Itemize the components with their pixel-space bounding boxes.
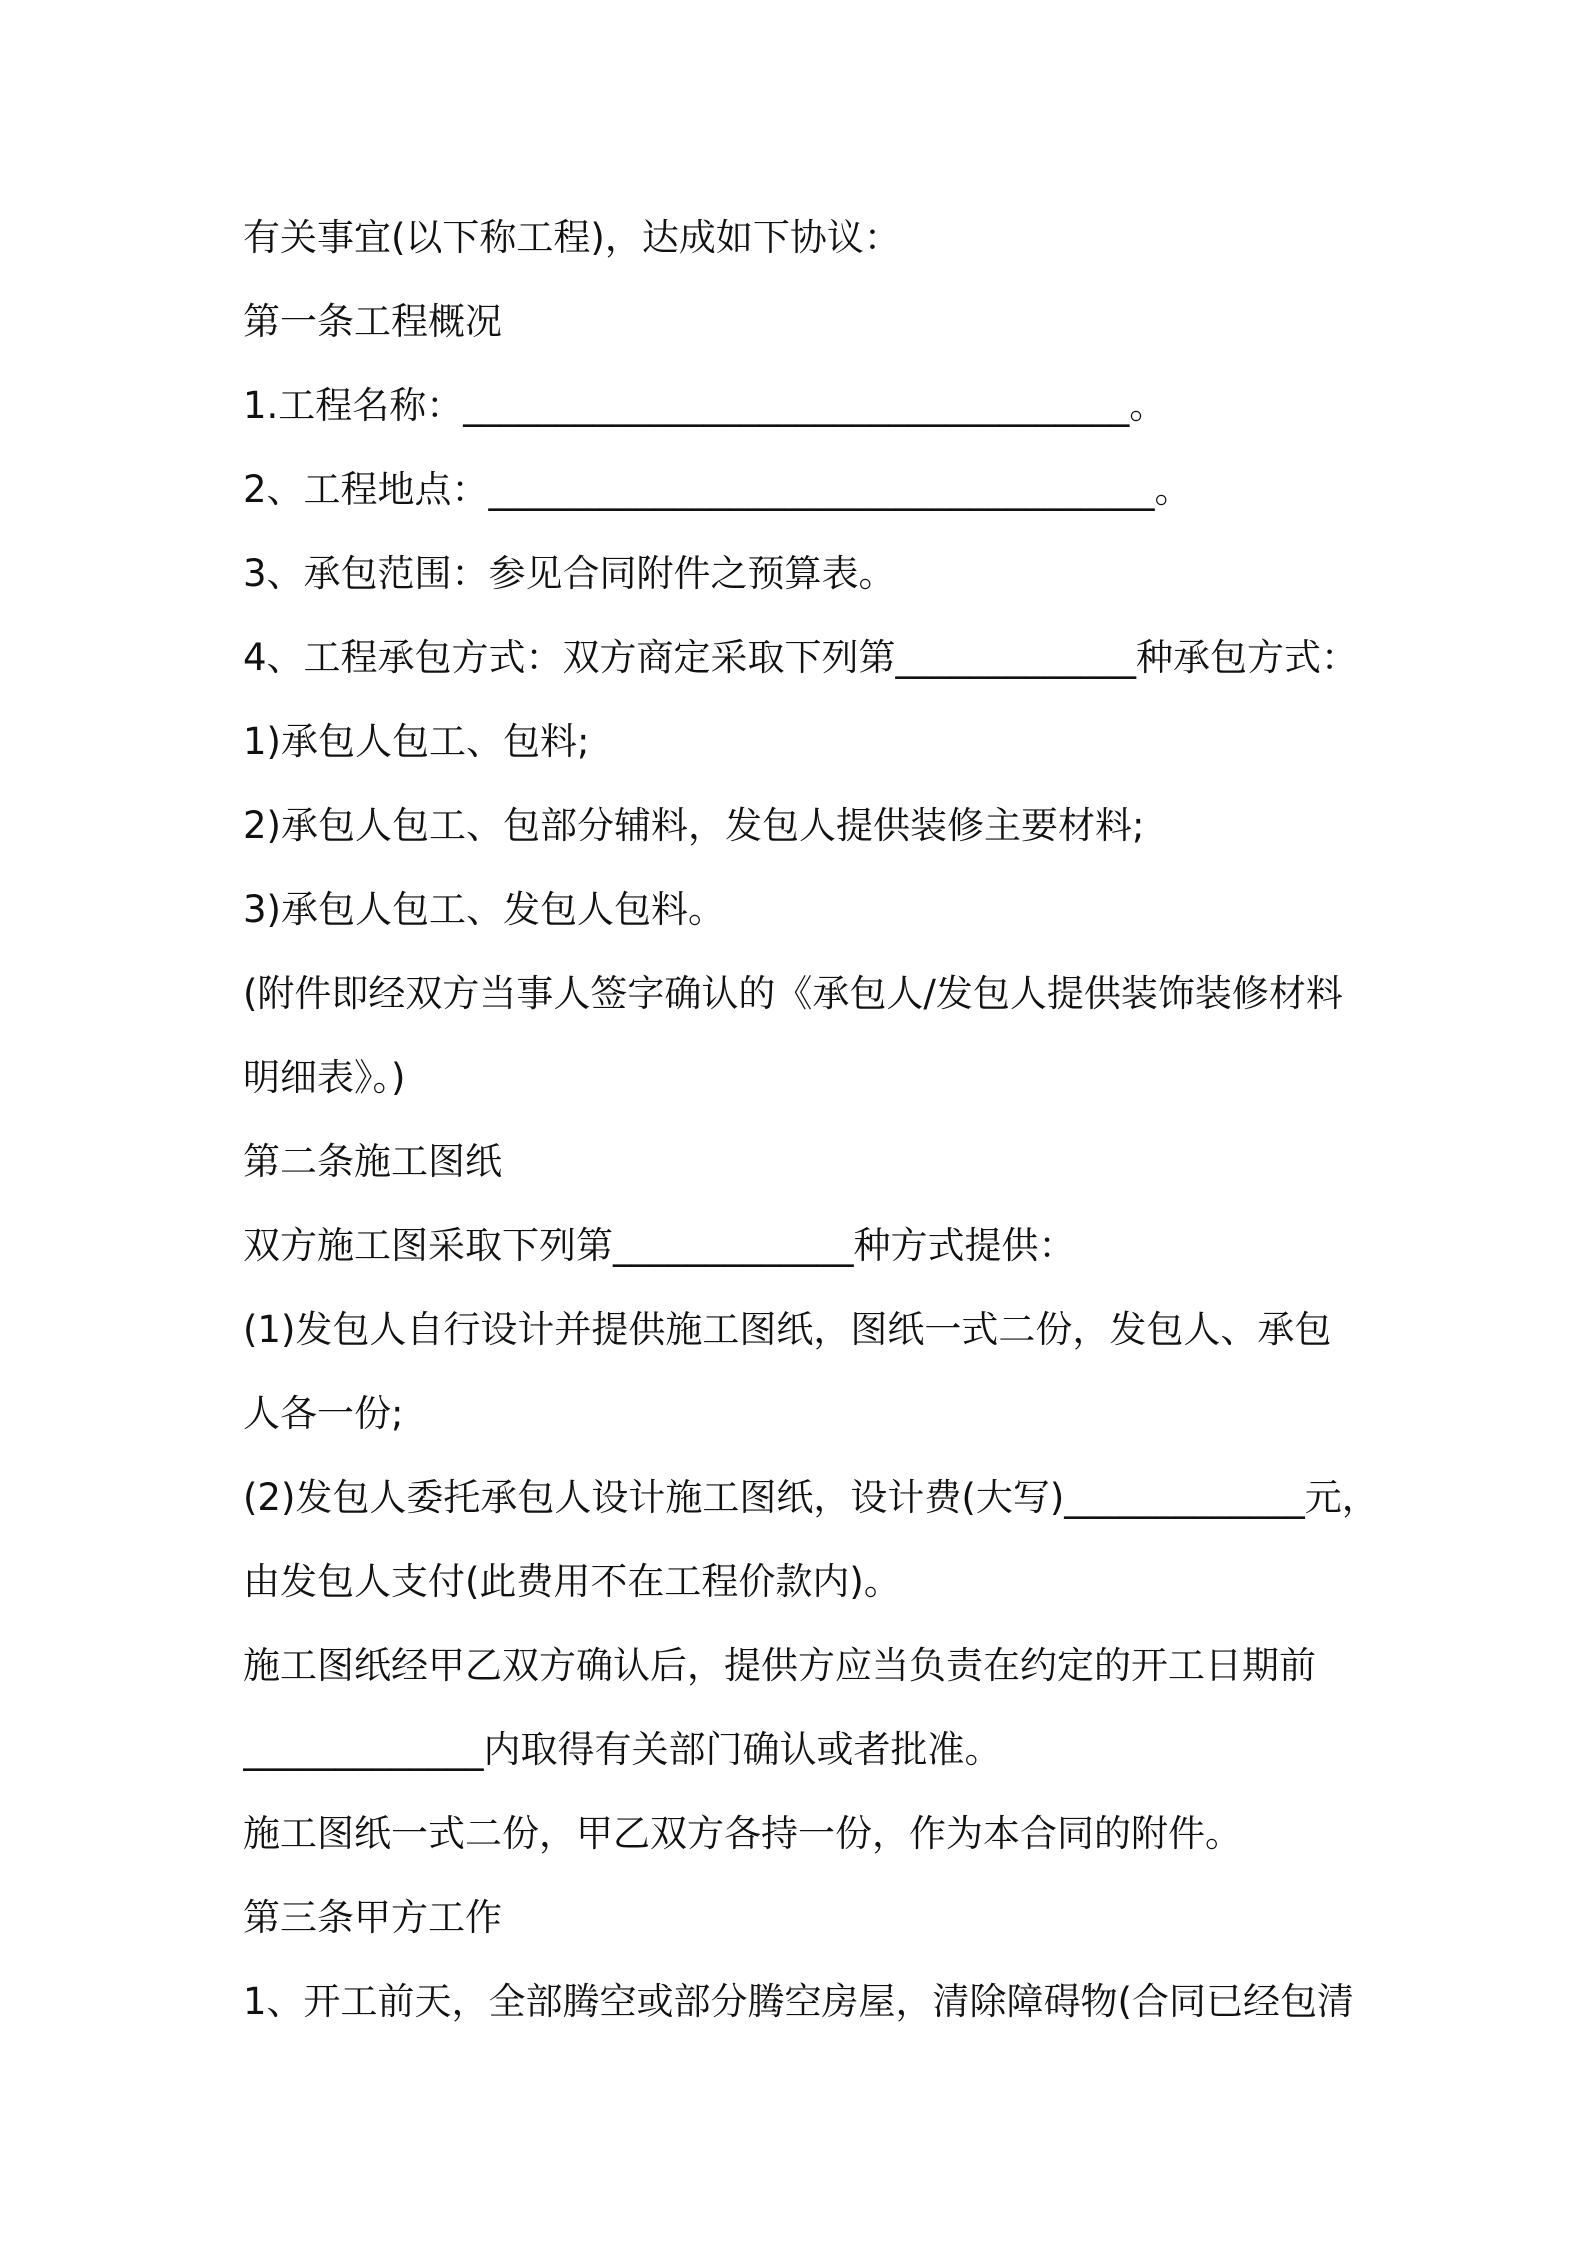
text-line: _____________内取得有关部门确认或者批准。 bbox=[243, 1728, 1002, 1771]
text-line: 有关事宜(以下称工程)，达成如下协议： bbox=[243, 216, 901, 259]
text-line: 施工图纸一式二份，甲乙双方各持一份，作为本合同的附件。 bbox=[243, 1812, 1242, 1855]
text-line: 3、承包范围：参见合同附件之预算表。 bbox=[243, 552, 896, 595]
text-line: 双方施工图采取下列第_____________种方式提供： bbox=[243, 1224, 1076, 1267]
text-line: 2)承包人包工、包部分辅料，发包人提供装修主要材料; bbox=[243, 804, 1145, 847]
text-line: 由发包人支付(此费用不在工程价款内)。 bbox=[243, 1560, 901, 1603]
text-line: 1、开工前天，全部腾空或部分腾空房屋，清除障碍物(合同已经包清 bbox=[243, 1980, 1354, 2023]
text-line: (2)发包人委托承包人设计施工图纸，设计费(大写)_____________元， bbox=[243, 1476, 1379, 1519]
text-line: 4、工程承包方式：双方商定采取下列第_____________种承包方式： bbox=[243, 636, 1359, 679]
text-line: (1)发包人自行设计并提供施工图纸，图纸一式二份，发包人、承包 bbox=[243, 1308, 1332, 1351]
document-body bbox=[243, 196, 1393, 2044]
text-line: 人各一份; bbox=[243, 1392, 404, 1435]
text-line: (附件即经双方当事人签字确认的《承包人/发包人提供装饰装修材料 bbox=[243, 972, 1343, 1015]
text-line: 明细表》。) bbox=[243, 1056, 406, 1099]
text-line: 2、工程地点：____________________________________。 bbox=[243, 468, 1192, 511]
section-heading: 第一条工程概况 bbox=[243, 300, 502, 343]
text-line: 1)承包人包工、包料; bbox=[243, 720, 590, 763]
section-heading: 第三条甲方工作 bbox=[243, 1896, 502, 1939]
text-line: 施工图纸经甲乙双方确认后，提供方应当负责在约定的开工日期前 bbox=[243, 1644, 1316, 1687]
section-heading: 第二条施工图纸 bbox=[243, 1140, 502, 1183]
text-line: 3)承包人包工、发包人包料。 bbox=[243, 888, 725, 931]
text-line: 1.工程名称：____________________________________。 bbox=[243, 384, 1167, 427]
